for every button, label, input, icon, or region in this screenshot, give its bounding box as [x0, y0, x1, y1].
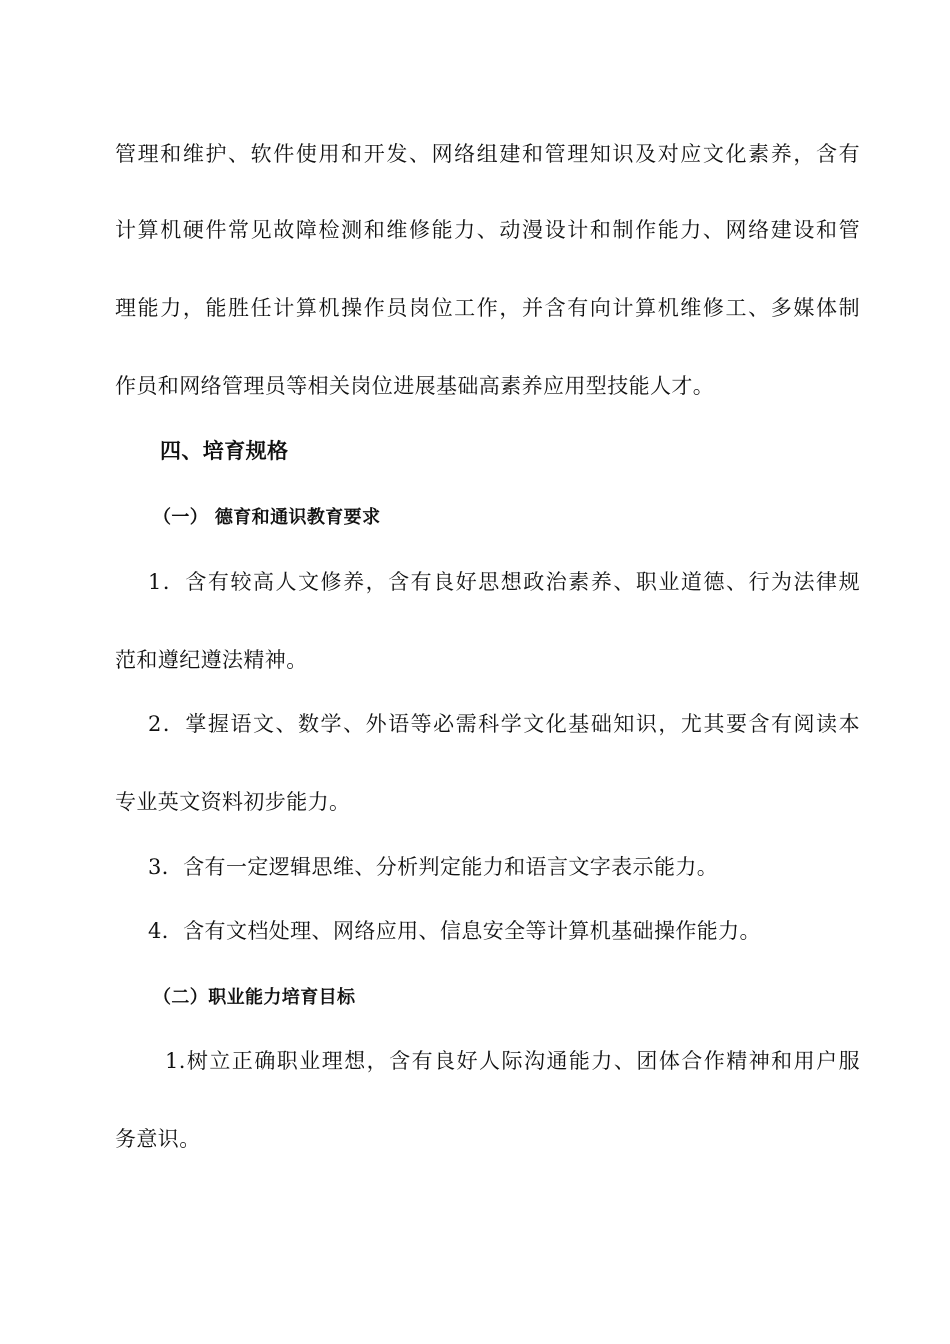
- sub2-item1-line1: 1.树立正确职业理想，含有良好人际沟通能力、团体合作精神和用户服: [165, 1049, 860, 1073]
- sub1-item2-line1: 2．掌握语文、数学、外语等必需科学文化基础知识，尤其要含有阅读本: [148, 712, 860, 736]
- subsection-heading-moral-education: （一） 德育和通识教育要求: [153, 507, 381, 528]
- section-heading-training-specs: 四、培育规格: [160, 439, 289, 463]
- intro-line-1: 管理和维护、软件使用和开发、网络组建和管理知识及对应文化素养，含有: [115, 142, 860, 166]
- intro-line-2: 计算机硬件常见故障检测和维修能力、动漫设计和制作能力、网络建设和管: [115, 218, 860, 242]
- sub1-item4: 4．含有文档处理、网络应用、信息安全等计算机基础操作能力。: [148, 919, 761, 943]
- sub1-item2-line2: 专业英文资料初步能力。: [115, 790, 351, 814]
- subsection-heading-vocational-ability: （二）职业能力培育目标: [153, 987, 356, 1008]
- intro-line-3: 理能力，能胜任计算机操作员岗位工作，并含有向计算机维修工、多媒体制: [115, 296, 860, 320]
- intro-line-4: 作员和网络管理员等相关岗位进展基础高素养应用型技能人才。: [115, 374, 715, 398]
- sub2-item1-line2: 务意识。: [115, 1127, 201, 1151]
- sub1-item1-line2: 范和遵纪遵法精神。: [115, 648, 308, 672]
- sub1-item1-line1: 1．含有较高人文修养，含有良好思想政治素养、职业道德、行为法律规: [148, 570, 860, 594]
- sub1-item3: 3．含有一定逻辑思维、分析判定能力和语言文字表示能力。: [148, 855, 719, 879]
